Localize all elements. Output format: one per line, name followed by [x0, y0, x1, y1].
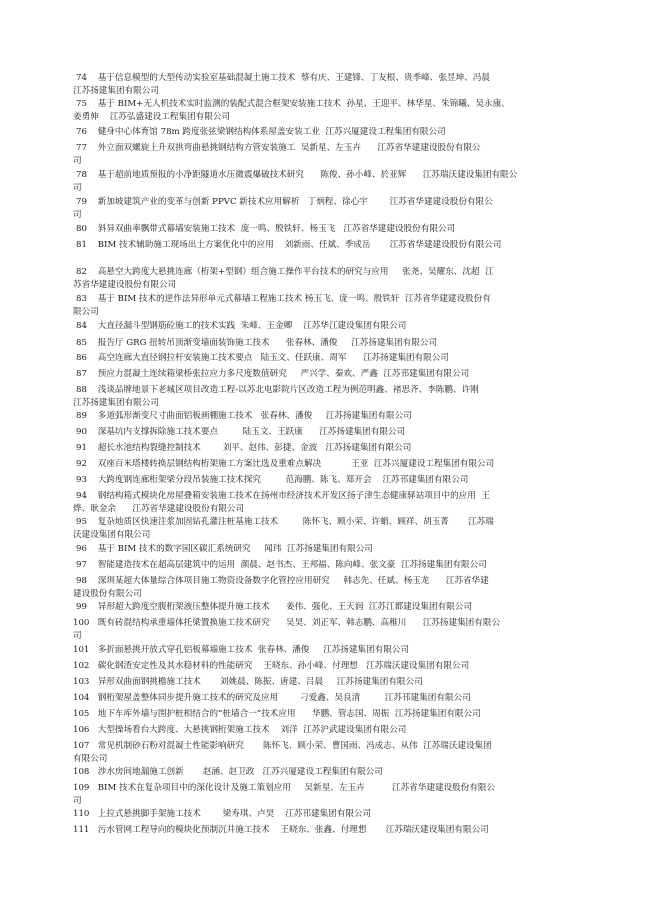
entry-continuation: 司	[73, 210, 82, 221]
entry-text: 大跨度钢连廊桁架梁分段吊装施工技术探究 范海鹏、陈飞、郑开会 江苏邗建集团有限公司	[95, 475, 469, 485]
entry-text: 复杂地质区快速注浆加固钻孔灌注桩基施工技术 陈怀飞、顾小荣、许蛸、顾祥、胡玉菁 江苏瑞	[95, 517, 494, 527]
entry-text: 智能建造技术在超高层建筑中的运用 颜晨、赵书杰、王邦福、陈向峰、张文豪 江苏扬建集团有限公司	[95, 560, 487, 570]
entry-text: 大型操场看台大跨度、大悬挑钢桁架施工技术 刘洋 江苏沪武建设集团有限公司	[95, 725, 407, 735]
entry-number: 89	[76, 411, 87, 421]
entry-number: 111	[73, 825, 90, 835]
entry-text: 既有砖混结构承重墙体托梁置换施工技术研究 吴昊、刘正军、韩志鹏、高稚川 江苏扬建集团有限公	[95, 618, 501, 628]
list-item	[73, 98, 570, 125]
list-item	[73, 196, 570, 223]
list-item	[76, 352, 570, 365]
entry-text: 高悬空大跨度大悬挑连廊（桁架+型钢）组合施工操作平台技术的研究与应用 张尧、吴耀东、沈超 江	[95, 267, 494, 277]
entry-continuation: 司	[73, 796, 82, 807]
entry-text: 健身中心体育馆 78m 跨度张弦梁钢结构体系屋盖安装工业 江苏兴厦建设工程集团有限公司	[95, 127, 446, 137]
list-item	[73, 142, 570, 169]
list-item	[73, 490, 570, 517]
entry-number: 100	[73, 618, 90, 628]
entry-number: 96	[76, 544, 87, 554]
entry-text: 外立面双螺旋上升双拱弯曲悬挑钢结构方管安装施工 吴新星、左玉卉 江苏省华建建设股份有限公	[95, 143, 481, 153]
entry-number: 90	[76, 427, 87, 437]
entry-text: BIM 技术辅助施工现场出土方案优化中的应用 刘新雨、任斌、季成岳 江苏省华建建设股份有限公司	[95, 240, 502, 250]
entry-number: 101	[73, 645, 90, 655]
list-item	[73, 384, 570, 411]
entry-text: 涉水房间地漏施工创新 赵涵、赵卫政 江苏兴厦建设工程集团有限公司	[95, 767, 383, 777]
entry-continuation: 有限公司	[73, 754, 108, 765]
entry-number: 81	[76, 240, 87, 250]
entry-text: 地下车库外墙与围护桩相结合的“桩墙合一”技术应用 华鹏、管志国、周振 江苏扬建集团有限公司	[95, 709, 481, 719]
entry-text: 基于 BIM+无人机技术实时监测的装配式混合框架安装施工技术 孙星、王迎平、林华星、朱锦曦、吴永康、	[95, 99, 510, 109]
entry-text: 报告厅 GRG 扭转吊顶渐变墙面装饰施工技术 张春林、潘俊 江苏扬建集团有限公司	[95, 338, 438, 348]
entry-text: 多折面悬挑开放式穿孔铝板幕墙施工技术 张春林、潘俊 江苏扬建集团有限公司	[95, 645, 410, 655]
entry-text: 多道弧形渐变尺寸曲面铝板画棚施工技术 张春林、潘俊 江苏扬建集团有限公司	[95, 411, 412, 421]
entry-continuation: 姜勇伸 江苏弘盛建设工程集团有限公司	[73, 112, 231, 123]
list-item	[73, 516, 570, 543]
entry-continuation: 司	[73, 156, 82, 167]
entry-text: 超长水池结构裂缝控制技术 刘平、赵伟、彭捷、金波 江苏扬建集团有限公司	[95, 443, 412, 453]
entry-text: 基于 BIM 技术的数字园区碳汇系统研究 闻玮 江苏扬建集团有限公司	[95, 544, 373, 554]
entry-text: 预应力混凝土连续箱梁桥张拉应力多尺度数值研究 严兴学、秦欢、严鑫 江苏邗建集团有限公司	[95, 369, 470, 379]
list-item	[76, 474, 570, 487]
entry-continuation: 司	[73, 631, 82, 642]
entry-text: 浅谈品牌地景下老城区项目改造工程-以苏北电影院片区改造工程为例范明鑫、褚思齐、李陈鹏、许刚	[95, 385, 479, 395]
entry-continuation: 烨、耿金余 江苏省华建建设股份有限公司	[73, 504, 245, 515]
list-item	[76, 559, 570, 572]
entry-text: 深基坑内支撑拆除施工技术要点 陆玉文、王跃康 江苏扬建集团有限公司	[95, 427, 406, 437]
entry-number: 79	[76, 197, 87, 207]
list-item	[73, 824, 570, 837]
list-item	[76, 543, 570, 556]
entry-number: 108	[73, 767, 90, 777]
list-item	[73, 266, 570, 293]
entry-number: 83	[76, 294, 87, 304]
entry-number: 106	[73, 725, 90, 735]
entry-number: 80	[76, 224, 87, 234]
entry-text: 大直径漏斗型钢筋砼施工的技术实践 朱峰、王金卿 江苏华江建设集团有限公司	[95, 321, 407, 331]
list-item	[73, 740, 570, 767]
entry-number: 78	[76, 170, 87, 180]
list-item	[73, 766, 570, 779]
entry-number: 109	[73, 783, 90, 793]
entry-number: 107	[73, 741, 90, 751]
entry-number: 94	[76, 491, 87, 501]
list-item	[76, 458, 570, 471]
list-item	[76, 223, 570, 236]
list-item	[73, 72, 570, 99]
entry-continuation: 江苏扬建集团有限公司	[73, 86, 159, 97]
list-item	[73, 808, 570, 821]
entry-number: 76	[76, 127, 87, 137]
list-item	[73, 575, 570, 602]
entry-text: 基于信息模型的大型传动实验室基础混凝土施工技术 蔡有庆、王建锋、丁友根、贵季峰、张昱坤、冯晨	[95, 73, 490, 83]
entry-text: 常见机制砂石粉对混凝土性能影响研究 陈怀飞、顾小荣、曹国雨、冯成志、从伟 江苏瑞沃建设集团	[95, 741, 492, 751]
entry-text: 基于超前地质预报的小净距隧道水压微震爆破技术研究 陈俊、孙小峰、於亚辉 江苏瑞沃建设集团有限公	[95, 170, 518, 180]
entry-continuation: 限公司	[73, 307, 99, 318]
entry-text: 钢结构箱式模块化房屋叠箱安装施工技术在扬州市经济技术开发区扬子津生态健康驿站项目中的应用 王	[95, 491, 490, 501]
entry-number: 85	[76, 338, 87, 348]
entry-text: 新加坡建筑产业的变革与创新 PPVC 新技术应用解析 丁炳程、徐心宇 江苏省华建建设股份有限公	[95, 197, 493, 207]
list-item	[76, 601, 570, 614]
entry-number: 74	[76, 73, 87, 83]
entry-text: 深圳某超大体量综合体项目施工物资设备数字化管控应用研究 韩志先、任斌、杨玉龙 江苏省华建	[95, 576, 489, 586]
list-item	[73, 617, 570, 644]
entry-number: 77	[76, 143, 87, 153]
entry-text: BIM 技术在复杂项目中的深化设计及施工策划应用 吴新星、左玉卉 江苏省华建建设股份有限公	[95, 783, 496, 793]
entry-text: 异形超大跨度空腹桁架液压整体提升施工技术 姜伟、强化、王天润 江苏江都建设集团有限公司	[95, 602, 472, 612]
entry-number: 104	[73, 693, 90, 703]
entry-continuation: 司	[73, 183, 82, 194]
list-item	[76, 410, 570, 423]
entry-text: 双座百米塔楼转换层钢结构桁架施工方案比选及重难点解决 王亚 江苏兴厦建设工程集团有限公司	[95, 459, 495, 469]
entry-text: 基于 BIM 技术的逆作法异形单元式幕墙工程施工技术 杨玉飞、庞一鸣、殷铁轩 江苏省华建建设股份有	[95, 294, 491, 304]
list-item	[76, 320, 570, 333]
entry-number: 87	[76, 369, 87, 379]
entry-number: 110	[73, 809, 90, 819]
entry-continuation: 苏省华建建设股份有限公司	[73, 280, 177, 291]
entry-text: 钢桁架屋盖整体同步提升施工技术的研究及应用 刁爱鑫、吴良清 江苏邗建集团有限公司	[95, 693, 471, 703]
entry-number: 103	[73, 677, 90, 687]
entry-continuation: 建设股份有限公司	[73, 589, 142, 600]
entry-number: 84	[76, 321, 87, 331]
entry-number: 102	[73, 661, 90, 671]
entry-text: 碳化钢渣安定性及其水稳材料的性能研究 王晓东、孙小峰、付理想 江苏瑞沃建设集团有限公司	[95, 661, 470, 671]
entry-number: 99	[76, 602, 87, 612]
list-item	[73, 293, 570, 320]
list-item	[76, 126, 570, 139]
entry-text: 上拉式悬挑脚手架施工技术 梁寿琪、卢昊 江苏邗建集团有限公司	[95, 809, 372, 819]
entry-number: 93	[76, 475, 87, 485]
entry-text: 污水管网工程导向的模块化预制沉井施工技术 王晓东、张鑫、付理想 江苏瑞沃建设集团有限公司	[95, 825, 489, 835]
entry-continuation: 沃建设集团有限公司	[73, 530, 151, 541]
entry-text: 斜异双曲率飘带式幕墙安装施工技术 庞一鸣、殷铁轩、杨玉飞 江苏省华建建设股份有限公司	[95, 224, 456, 234]
entry-number: 75	[76, 99, 87, 109]
entry-number: 82	[76, 267, 87, 277]
list-item	[73, 782, 570, 809]
entry-number: 92	[76, 459, 87, 469]
list-item	[73, 724, 570, 737]
list-item	[73, 692, 570, 705]
list-item	[76, 368, 570, 381]
entry-number: 88	[76, 385, 87, 395]
entry-number: 86	[76, 353, 87, 363]
entry-continuation: 江苏扬建集团有限公司	[73, 398, 159, 409]
entry-number: 97	[76, 560, 87, 570]
list-item	[73, 676, 570, 689]
list-item	[73, 660, 570, 673]
entry-number: 91	[76, 443, 87, 453]
entry-number: 105	[73, 709, 90, 719]
list-item	[73, 644, 570, 657]
entry-text: 高空连廊大直径钢拉杆安装施工技术要点 陆玉文、任跃康、周军 江苏扬建集团有限公司	[95, 353, 449, 363]
entry-number: 98	[76, 576, 87, 586]
list-item	[73, 169, 570, 196]
entry-text: 异形双曲面钢挑檐施工技术 刘姚晨、陈振、唐建、吕晨 江苏扬建集团有限公司	[95, 677, 423, 687]
list-item	[76, 442, 570, 455]
list-item	[73, 708, 570, 721]
list-item	[76, 337, 570, 350]
entry-number: 95	[76, 517, 87, 527]
list-item	[76, 426, 570, 439]
list-item	[76, 239, 570, 252]
